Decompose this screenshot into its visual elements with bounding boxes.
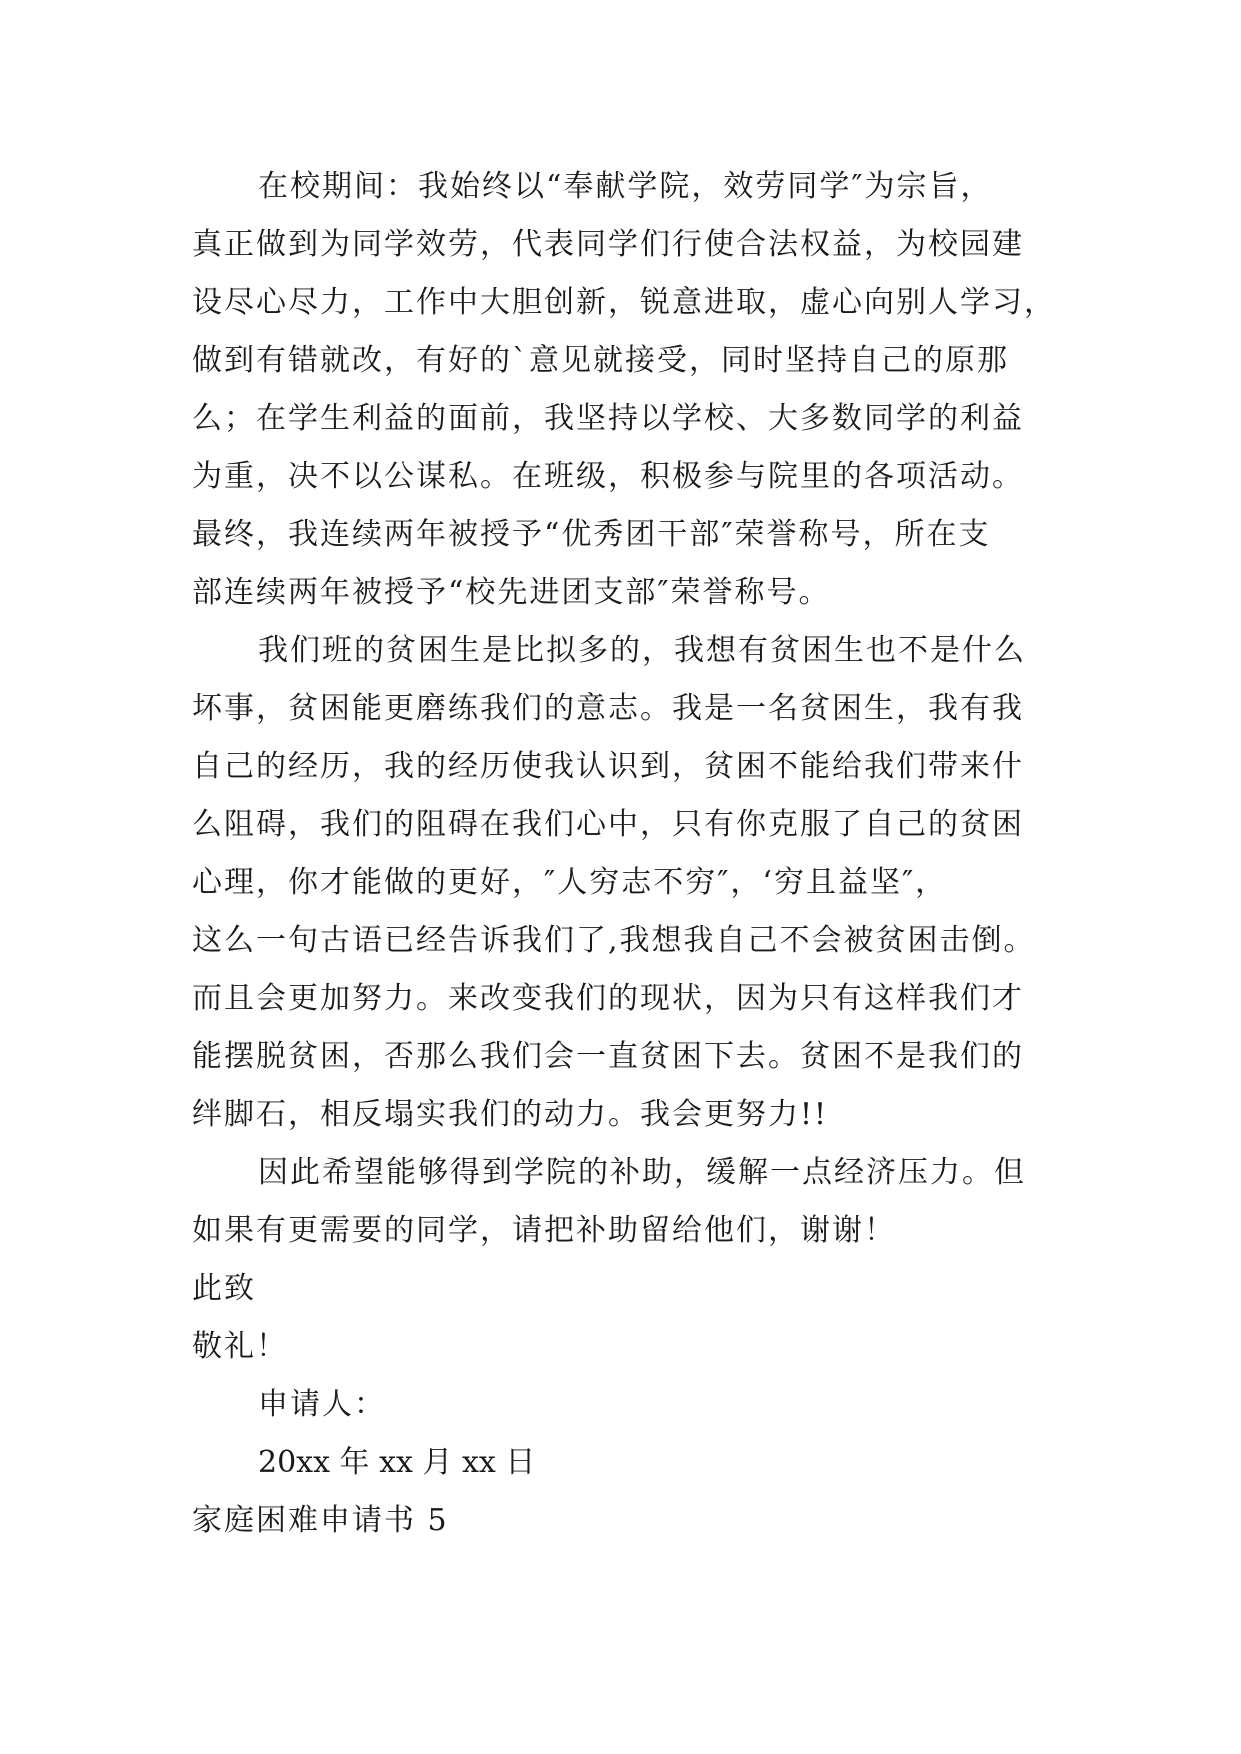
paragraph-2-line-1: 我们班的贫困生是比拟多的，我想有贫困生也不是什么 — [258, 633, 1026, 668]
paragraph-2-line-5: 心理，你才能做的更好，″人穷志不穷″，‘穷且益坚″， — [192, 865, 948, 900]
closing-regards: 敬礼！ — [192, 1329, 288, 1364]
paragraph-1-line-2: 真正做到为同学效劳，代表同学们行使合法权益，为校园建 — [192, 227, 1024, 262]
paragraph-2-line-8: 能摆脱贫困，否那么我们会一直贫困下去。贫困不是我们的 — [192, 1039, 1024, 1074]
applicant-label: 申请人： — [258, 1387, 386, 1422]
paragraph-1-line-7: 最终，我连续两年被授予“优秀团干部″荣誉称号，所在支 — [192, 517, 991, 552]
paragraph-1-line-5: 么；在学生利益的面前，我坚持以学校、大多数同学的利益 — [192, 401, 1024, 436]
paragraph-1-line-1: 在校期间：我始终以“奉献学院，效劳同学″为宗旨， — [258, 169, 993, 204]
paragraph-2-line-9: 绊脚石，相反塌实我们的动力。我会更努力!! — [192, 1097, 829, 1132]
paragraph-2-line-2: 坏事，贫困能更磨练我们的意志。我是一名贫困生，我有我 — [192, 691, 1024, 726]
paragraph-3-line-1: 因此希望能够得到学院的补助，缓解一点经济压力。但 — [258, 1155, 1026, 1190]
paragraph-2-line-4: 么阻碍，我们的阻碍在我们心中，只有你克服了自己的贫困 — [192, 807, 1024, 842]
next-section-title: 家庭困难申请书 5 — [192, 1503, 449, 1538]
paragraph-2-line-7: 而且会更加努力。来改变我们的现状，因为只有这样我们才 — [192, 981, 1024, 1016]
paragraph-1-line-8: 部连续两年被授予“校先进团支部″荣誉称号。 — [192, 575, 831, 610]
paragraph-1-line-3: 设尽心尽力，工作中大胆创新，锐意进取，虚心向别人学习， — [192, 285, 1056, 320]
paragraph-3-line-2: 如果有更需要的同学，请把补助留给他们，谢谢！ — [192, 1213, 896, 1248]
paragraph-1-line-4: 做到有错就改，有好的`意见就接受，同时坚持自己的原那 — [192, 343, 1009, 378]
paragraph-1-line-6: 为重，决不以公谋私。在班级，积极参与院里的各项活动。 — [192, 459, 1024, 494]
closing-salutation: 此致 — [192, 1271, 256, 1306]
application-date: 20xx 年 xx 月 xx 日 — [258, 1445, 536, 1480]
paragraph-2-line-3: 自己的经历，我的经历使我认识到，贫困不能给我们带来什 — [192, 749, 1024, 784]
paragraph-2-line-6: 这么一句古语已经告诉我们了,我想我自己不会被贫困击倒。 — [192, 923, 1036, 958]
